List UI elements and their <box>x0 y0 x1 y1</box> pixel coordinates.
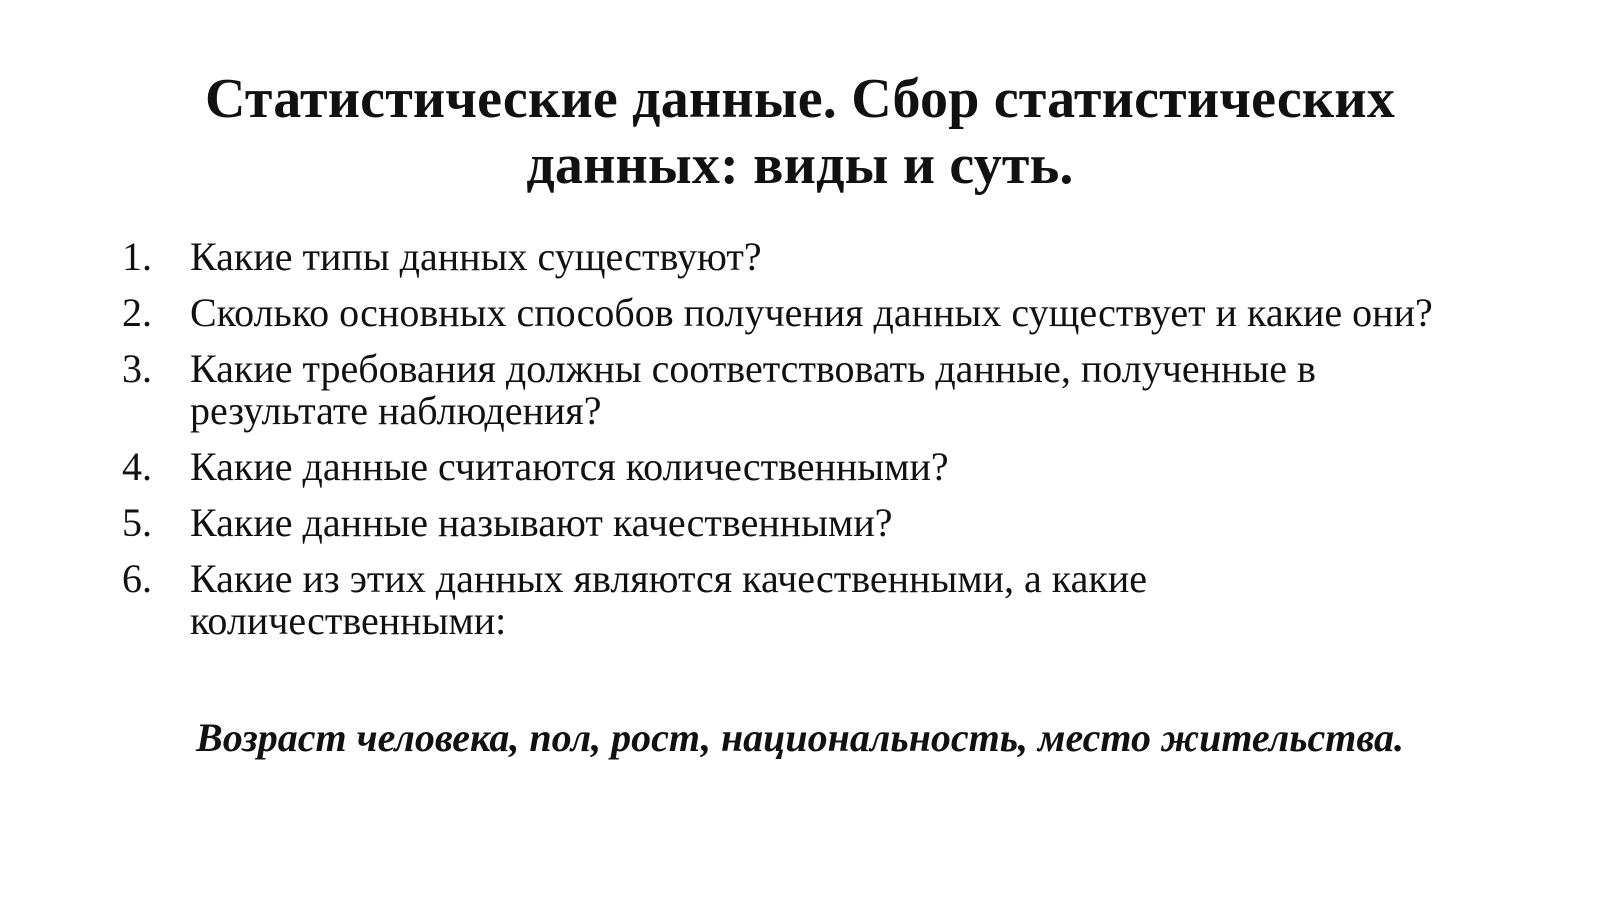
question-number: 3. <box>122 346 152 391</box>
question-number: 6. <box>122 556 152 601</box>
slide-title-line-2: данных: виды и суть. <box>526 134 1074 196</box>
question-text: Сколько основных способов получения данных существует и какие они? <box>190 290 1433 335</box>
question-item-2 <box>122 292 1462 334</box>
question-list <box>122 236 1462 656</box>
question-number: 5. <box>122 500 152 545</box>
question-text: Какие данные называют качественными? <box>190 500 893 545</box>
question-text: Какие требования должны соответствовать данные, полученные в результате наблюдения? <box>190 346 1316 433</box>
slide-title <box>100 66 1500 198</box>
question-item-4 <box>122 446 1462 488</box>
question-text: Какие типы данных существуют? <box>190 234 762 279</box>
question-number: 2. <box>122 290 152 335</box>
question-text: Какие из этих данных являются качественными, а какие количественными: <box>190 556 1147 643</box>
question-number: 1. <box>122 234 152 279</box>
question-item-5 <box>122 502 1462 544</box>
slide-title-line-1: Статистические данные. Сбор статистических <box>204 68 1396 130</box>
question-item-6 <box>122 558 1462 642</box>
question-text: Какие данные считаются количественными? <box>190 444 949 489</box>
question-item-1 <box>122 236 1462 278</box>
question-item-3 <box>122 348 1462 432</box>
question-number: 4. <box>122 444 152 489</box>
examples-line: Возраст человека, пол, рост, национальность, место жительства. <box>196 715 1404 760</box>
